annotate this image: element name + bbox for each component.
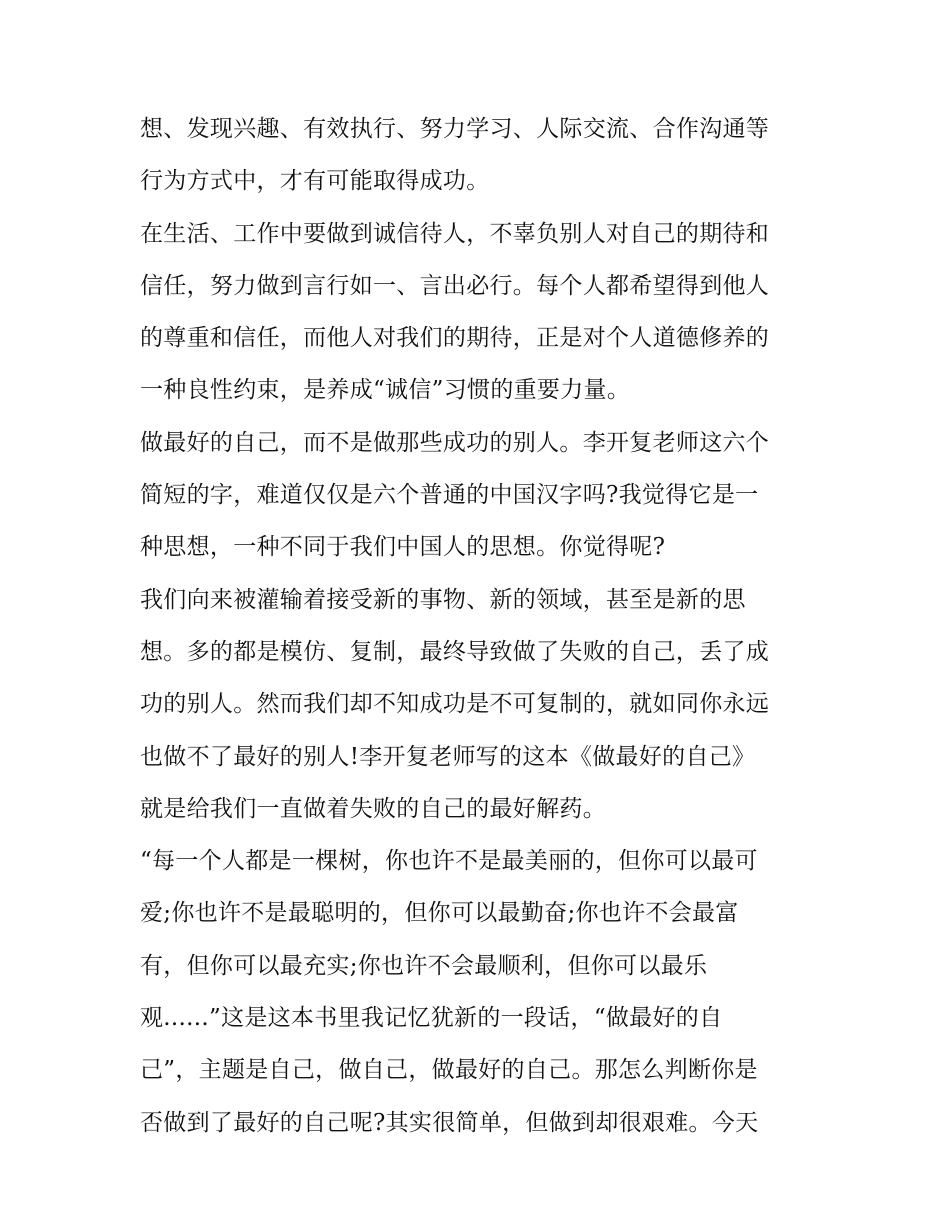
- text-line: 做最好的自己，而不是做那些成功的别人。李开复老师这六个: [140, 429, 770, 456]
- text-line: 也做不了最好的别人!李开复老师写的这本《做最好的自己》: [140, 743, 756, 770]
- text-line: 功的别人。然而我们却不知成功是不可复制的，就如同你永远: [140, 691, 770, 718]
- text-line: 行为方式中，才有可能取得成功。: [140, 168, 490, 195]
- text-line: 想、发现兴趣、有效执行、努力学习、人际交流、合作沟通等: [140, 116, 770, 142]
- text-line: 我们向来被灌输着接受新的事物、新的领域，甚至是新的思: [140, 586, 746, 613]
- text-line: 种思想，一种不同于我们中国人的思想。你觉得呢?: [140, 534, 666, 561]
- body-text: [140, 103, 820, 1149]
- text-line: 简短的字，难道仅仅是六个普通的中国汉字吗?我觉得它是一: [140, 482, 759, 509]
- text-line: 己”，主题是自己，做自己，做最好的自己。那怎么判断你是: [140, 1057, 758, 1084]
- text-line: 否做到了最好的自己呢?其实很简单，但做到却很艰难。今天: [140, 1109, 759, 1136]
- text-line: 的尊重和信任，而他人对我们的期待，正是对个人道德修养的: [140, 325, 770, 352]
- text-line: 在生活、工作中要做到诚信待人，不辜负别人对自己的期待和: [140, 220, 770, 247]
- text-line: 观......”这是这本书里我记忆犹新的一段话，“做最好的自: [140, 1005, 723, 1032]
- text-line: 信任，努力做到言行如一、言出必行。每个人都希望得到他人: [140, 272, 770, 299]
- text-line: 想。多的都是模仿、复制，最终导致做了失败的自己，丢了成: [140, 638, 770, 665]
- text-line: 一种良性约束，是养成“诚信”习惯的重要力量。: [140, 377, 631, 404]
- text-line: 爱;你也许不是最聪明的，但你可以最勤奋;你也许不会最富: [140, 900, 739, 927]
- text-line: 就是给我们一直做着失败的自己的最好解药。: [140, 795, 606, 822]
- text-line: “每一个人都是一棵树，你也许不是最美丽的，但你可以最可: [140, 848, 758, 875]
- text-line: 有，但你可以最充实;你也许不会最顺利，但你可以最乐: [140, 952, 708, 979]
